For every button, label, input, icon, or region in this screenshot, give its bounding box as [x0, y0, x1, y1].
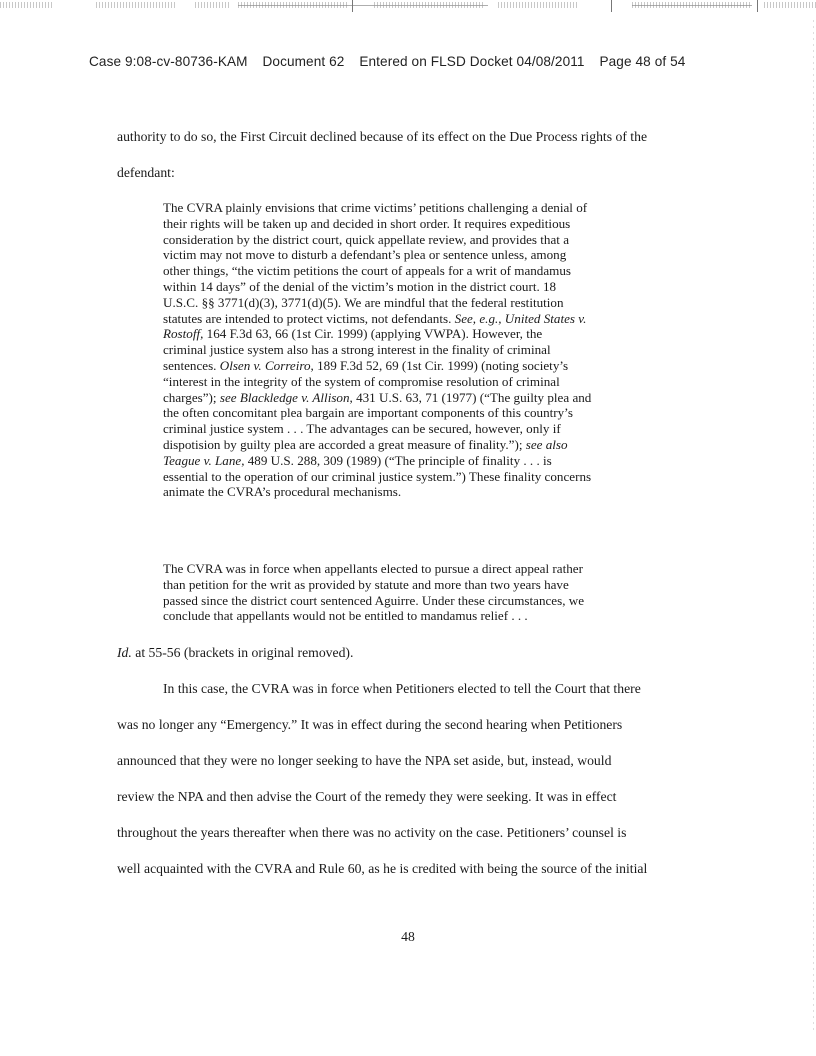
scan-artifact — [374, 2, 484, 8]
block-quote-paragraph-1 — [163, 200, 663, 500]
quote-text: statutes are intended to protect victims, not defendants. — [163, 310, 452, 326]
scan-artifact — [632, 5, 752, 6]
quote-line: animate the CVRA’s procedural mechanisms. — [163, 484, 402, 500]
scan-artifact — [195, 2, 231, 8]
quote-line: passed since the district court sentenced Aguirre. Under these circumstances, we — [163, 592, 585, 608]
quote-text: 189 F.3d 52, 69 (1st Cir. 1999) (noting society’s — [317, 357, 569, 373]
case-citation: Teague v. Lane, — [163, 452, 245, 468]
docket-entry: Entered on FLSD Docket 04/08/2011 — [359, 54, 585, 69]
body-text-line: authority to do so, the First Circuit declined because of its effect on the Due Process rights of the — [117, 129, 648, 144]
case-citation: See, e.g., United States v. — [454, 310, 587, 326]
scan-artifact — [757, 0, 758, 12]
case-citation: see Blackledge v. Allison, — [219, 389, 353, 405]
body-text-line: throughout the years thereafter when there was no activity on the case. Petitioners’ counsel is — [117, 825, 627, 840]
quote-line: within 14 days” of the denial of the victim’s motion in the district court. 18 — [163, 278, 557, 294]
quote-line: essential to the operation of our criminal justice system.”) These finality concerns — [163, 468, 592, 484]
scan-artifact-strip — [0, 0, 816, 12]
scan-artifact — [764, 2, 816, 8]
quote-text: dispotision by guilty plea are accorded a great measure of finality.”); — [163, 436, 523, 452]
body-text-line: well acquainted with the CVRA and Rule 60, as he is credited with being the source of the initial — [117, 861, 648, 876]
case-number: Case 9:08-cv-80736-KAM — [89, 54, 248, 69]
document-number: Document 62 — [262, 54, 345, 69]
docket-header — [89, 54, 749, 69]
quote-line: than petition for the writ as provided by statute and more than two years have — [163, 576, 569, 592]
scan-edge — [813, 20, 814, 1030]
quote-line: victim may not move to disturb a defendant’s plea or sentence unless, among — [163, 247, 567, 263]
quote-line: conclude that appellants would not be entitled to mandamus relief . . . — [163, 608, 528, 624]
case-citation: Rostoff, — [163, 326, 204, 342]
body-text-line: In this case, the CVRA was in force when Petitioners elected to tell the Court that there — [163, 681, 641, 696]
scan-artifact — [96, 2, 176, 8]
scan-artifact — [498, 2, 578, 8]
quote-line: The CVRA plainly envisions that crime victims’ petitions challenging a denial of — [163, 200, 588, 215]
quote-line: The CVRA was in force when appellants elected to pursue a direct appeal rather — [163, 561, 583, 576]
quote-text: 431 U.S. 63, 71 (1977) (“The guilty plea and — [356, 389, 592, 405]
citation-text: at 55-56 (brackets in original removed). — [135, 645, 354, 660]
quote-line: their rights will be taken up and decided in short order. It requires expeditious — [163, 215, 571, 231]
quote-line — [163, 390, 663, 406]
quote-line — [163, 311, 663, 327]
page-number: 48 — [401, 929, 415, 944]
quote-text: charges”); — [163, 389, 217, 405]
id-citation: Id. — [117, 645, 132, 660]
body-text-line: announced that they were no longer seeking to have the NPA set aside, but, instead, would — [117, 753, 612, 768]
quote-text: sentences. — [163, 357, 217, 373]
case-citation: Olsen v. Correiro, — [219, 357, 314, 373]
quote-line: other things, “the victim petitions the court of appeals for a writ of mandamus — [163, 263, 571, 279]
block-quote-paragraph-2 — [163, 561, 663, 624]
body-text-line: review the NPA and then advise the Court of the remedy they were seeking. It was in effect — [117, 789, 617, 804]
quote-line — [163, 358, 663, 374]
quote-line: U.S.C. §§ 3771(d)(3), 3771(d)(5). We are mindful that the federal restitution — [163, 294, 564, 310]
quote-line: the often concomitant plea bargain are important components of this country’s — [163, 405, 573, 421]
citation-line — [117, 644, 353, 661]
quote-line: criminal justice system also has a strong interest in the finality of criminal — [163, 342, 551, 358]
quote-line — [163, 437, 663, 453]
body-text-line: was no longer any “Emergency.” It was in effect during the second hearing when Petitioners — [117, 717, 623, 732]
scan-artifact — [0, 2, 52, 8]
scan-artifact — [352, 0, 353, 12]
quote-line: consideration by the district court, quick appellate review, and provides that a — [163, 231, 570, 247]
quote-line — [163, 453, 663, 469]
case-citation: see also — [525, 436, 568, 452]
quote-line: “interest in the integrity of the system of compromise resolution of criminal — [163, 373, 560, 389]
body-text-line: defendant: — [117, 165, 175, 180]
quote-line — [163, 326, 663, 342]
quote-text: 489 U.S. 288, 309 (1989) (“The principle of finality . . . is — [247, 452, 552, 468]
quote-line: criminal justice system . . . The advantages can be secured, however, only if — [163, 421, 561, 437]
page-indicator: Page 48 of 54 — [599, 54, 686, 69]
scan-artifact — [611, 0, 612, 12]
quote-text: 164 F.3d 63, 66 (1st Cir. 1999) (applying VWPA). However, the — [206, 326, 543, 342]
